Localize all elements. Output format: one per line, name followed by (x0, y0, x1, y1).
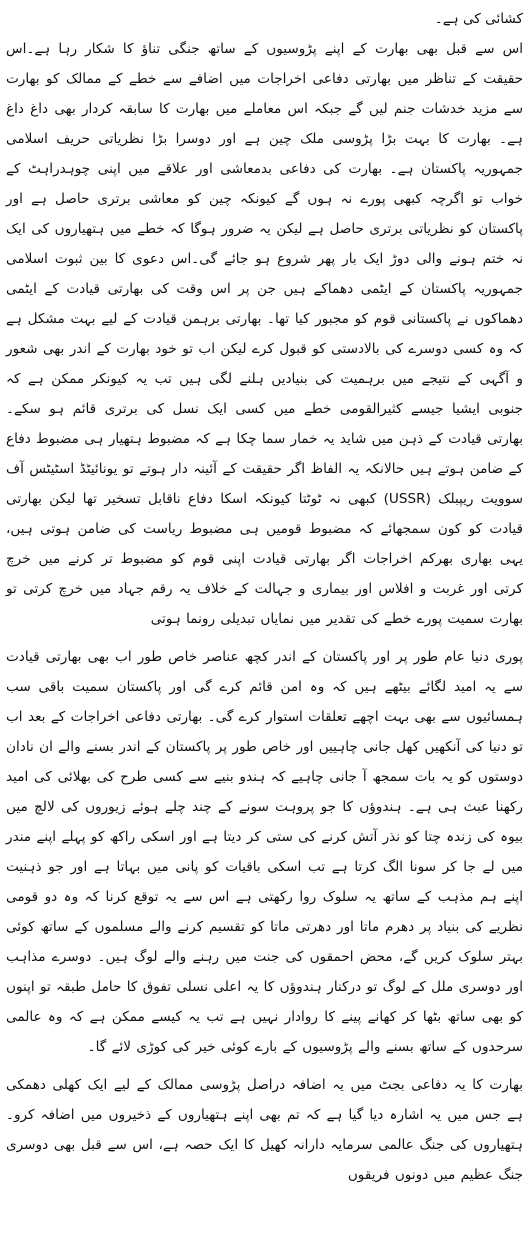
paragraph-3: بھارت کا یہ دفاعی بجٹ میں یہ اضافہ دراصل پڑوسی ممالک کے لیے ایک کھلی دھمکی ہے جس میں یہ اشارہ دیا گیا ہے کہ تم بھی اپنے ہتھیاروں کے ذخیروں میں اضافہ کرو۔ ہتھیاروں کی جنگ عالمی سرمایہ دارانہ کھیل کا ایک حصہ ہے، اس سے قبل بھی دوسری جنگ عظیم میں دونوں فریقوں (6, 1077, 523, 1183)
opening-line: کشائی کی ہے۔ (434, 11, 523, 27)
paragraph-1: اس سے قبل بھی بھارت کے اپنے پڑوسیوں کے ساتھ جنگی تناؤ کا شکار رہا ہے۔اس حقیقت کے تناظر میں بھارتی دفاعی اخراجات میں اضافے سے خطے کے ممالک کو بھارت سے مزید خدشات جنم لیں گے جبکہ اس معاملے میں بھارت کا سابقہ کردار بھی داغ داغ ہے۔ بھارت کا بہت بڑا پڑوسی ملک چین ہے اور دوسرا بڑا نظریاتی حریف اسلامی جمہوریہ پاکستان ہے۔ بھارت کی دفاعی بدمعاشی اور علاقے میں اپنی چوہدراہٹ کے خواب تو اگرچہ کبھی پورے نہ ہوں گے کیونکہ چین کو معاشی برتری حاصل ہے اور پاکستان کو نظریاتی برتری حاصل ہے لیکن یہ ضرور ہوگا کہ خطے میں ہتھیاروں کی ایک نہ ختم ہونے والی دوڑ ایک بار پھر شروع ہو جائے گی۔اس دعوی کا بین ثبوت اسلامی جمہوریہ پاکستان کے ایٹمی دھماکے ہیں جن پر اس وقت کی بھارتی قیادت کے ایٹمی دھماکوں نے پاکستانی قوم کو مجبور کیا تھا۔ بھارتی برہمن قیادت کے لیے بہت مشکل ہے کہ وہ کسی دوسرے کی بالادستی کو قبول کرے لیکن اب تو خود بھارت کے اندر بھی شعور و آگہی کے نتیجے میں برہمیت کی بنیادیں ہلنے لگی ہیں تب یہ کیونکر ممکن ہے کہ جنوبی ایشیا جیسے کثیرالقومی خطے میں کسی ایک نسل کی برتری قائم ہو سکے۔ بھارتی قیادت کے ذہن میں شاید یہ خمار سما چکا ہے کہ مضبوط ہتھیار ہی مضبوط دفاع کے ضامن ہوتے ہیں حالانکہ یہ الفاظ اگر حقیقت کے آئینہ دار ہوتے تو یونائیٹڈ اسٹیٹس آف سوویت ریپبلک (USSR) کبھی نہ ٹوٹتا کیونکہ اسکا دفاع ناقابل تسخیر تھا لیکن بھارتی قیادت کو کون سمجھائے کہ مضبوط قومیں ہی مضبوط ریاست کی ضامن ہوتی ہیں، یہی بھاری بھرکم اخراجات اگر بھارتی قیادت اپنی قوم کو مضبوط تر کرنے میں خرچ کرتی اور غربت و افلاس اور بیماری و جہالت کے خلاف یہ رقم جہاد میں خرچ کرتی تو بھارت سمیت پورے خطے کی تقدیر میں نمایاں تبدیلی رونما ہوتی (6, 41, 523, 627)
paragraph-2: پوری دنیا عام طور پر اور پاکستان کے اندر کچھ عناصر خاص طور اب بھی بھارتی قیادت سے یہ امید لگائے بیٹھے ہیں کہ وہ امن قائم کرے گی اور پاکستان سمیت باقی سب ہمسائیوں سے بھی بہت اچھے تعلقات استوار کرے گی۔ بھارتی دفاعی اخراجات کے بعد اب تو دنیا کی آنکھیں کھل جانی چاہییں اور خاص طور پر پاکستان کے اندر بسنے والے ان نادان دوستوں کو یہ بات سمجھ آ جانی چاہیے کہ ہندو بنیے سے کسی طرح کی بھلائی کی امید رکھنا عبث ہی ہے۔ ہندوؤں کا جو پروہت سونے کے چند چلے ہوئے زیوروں کی لالچ میں بیوہ کی زندہ چتا کو نذر آتش کرنے کی ستی کر دیتا ہے اور اسکی راکھ کو پہلے اپنے مندر میں لے جا کر سونا الگ کرتا ہے تب اسکی باقیات کو پانی میں بہاتا ہے اور جو ذہنیت اپنے ہم مذہب کے ساتھ یہ سلوک روا رکھتی ہے اس سے یہ توقع کرنا کہ وہ دو قومی نظریے کی بنیاد پر دھرم ماتا اور دھرتی ماتا کو تقسیم کرنے والے مسلموں کے ساتھ کوئی بہتر سلوک کریں گے، محض احمقوں کی جنت میں رہنے والے لوگ ہیں۔ دوسرے مذاہب اور دوسری ملل کے لوگ تو درکنار ہندوؤں کا یہ اعلی نسلی تفوق کا حامل طبقہ تو اپنوں کو بھی ساتھ بٹھا کر کھانے پینے کا روادار نہیں ہے تب یہ کیسے ممکن ہے کہ وہ عالمی سرحدوں کے ساتھ بسنے والے پڑوسیوں کے بارے کوئی خیر کی کوڑی لائے گا۔ (6, 649, 523, 1055)
